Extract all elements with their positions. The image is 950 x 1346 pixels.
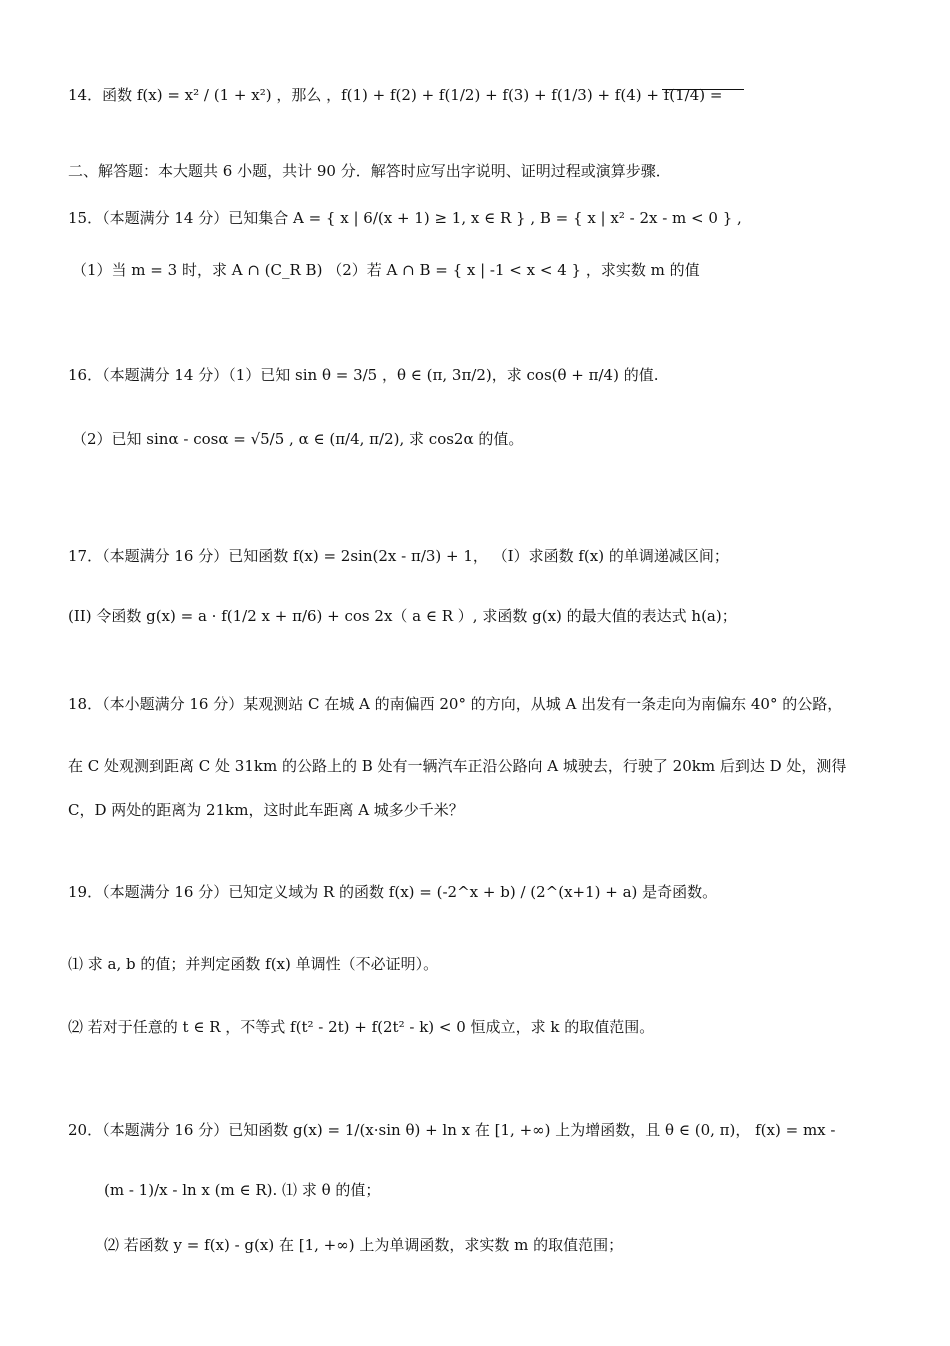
question-20-line-1: 20．（本题满分 16 分）已知函数 g(x) = 1/(x·sin θ) + ln x 在 [1, +∞) 上为增函数，且 θ ∈ (0, π)， f(x) = mx - <box>68 1121 836 1139</box>
answer-blank <box>662 89 744 90</box>
question-16-line-2: （2）已知 sinα - cosα = √5/5 , α ∈ (π/4, π/2), 求 cos2α 的值。 <box>72 430 524 448</box>
question-19-line-2: ⑴ 求 a, b 的值；并判定函数 f(x) 单调性（不必证明）。 <box>68 955 439 973</box>
question-15-line-2: （1）当 m = 3 时，求 A ∩ (C_R B) （2）若 A ∩ B = { x | -1 < x < 4 } ，求实数 m 的值 <box>72 261 700 279</box>
question-19-line-3: ⑵ 若对于任意的 t ∈ R ，不等式 f(t² - 2t) + f(2t² - k) < 0 恒成立，求 k 的取值范围。 <box>68 1018 655 1036</box>
section-2-header: 二、解答题：本大题共 6 小题，共计 90 分．解答时应写出字说明、证明过程或演算步骤． <box>68 162 671 180</box>
question-16-line-1: 16．（本题满分 14 分）（1）已知 sin θ = 3/5 ，θ ∈ (π, 3π/2)，求 cos(θ + π/4) 的值. <box>68 366 659 384</box>
question-20-line-2: (m - 1)/x - ln x (m ∈ R). ⑴ 求 θ 的值； <box>104 1181 381 1199</box>
question-17-line-2: (II) 令函数 g(x) = a · f(1/2 x + π/6) + cos 2x（ a ∈ R ）, 求函数 g(x) 的最大值的表达式 h(a)； <box>68 607 737 625</box>
question-19-line-1: 19．（本题满分 16 分）已知定义域为 R 的函数 f(x) = (-2^x + b) / (2^(x+1) + a) 是奇函数。 <box>68 883 718 901</box>
question-14: 14．函数 f(x) = x² / (1 + x²) ，那么 ，f(1) + f(2) + f(1/2) + f(3) + f(1/3) + f(4) + f(1/4) = <box>68 86 723 104</box>
question-18-line-1: 18．（本小题满分 16 分）某观测站 C 在城 A 的南偏西 20° 的方向，从城 A 出发有一条走向为南偏东 40° 的公路， <box>68 695 843 713</box>
question-15-line-1: 15．（本题满分 14 分）已知集合 A = { x | 6/(x + 1) ≥ 1, x ∈ R } , B = { x | x² - 2x - m < 0 } , <box>68 209 742 227</box>
question-18-line-3: C，D 两处的距离为 21km，这时此车距离 A 城多少千米？ <box>68 801 464 819</box>
question-17-line-1: 17．（本题满分 16 分）已知函数 f(x) = 2sin(2x - π/3) + 1， （I）求函数 f(x) 的单调递减区间； <box>68 547 729 565</box>
question-18-line-2: 在 C 处观测到距离 C 处 31km 的公路上的 B 处有一辆汽车正沿公路向 A 城驶去，行驶了 20km 后到达 D 处，测得 <box>68 757 847 775</box>
question-20-line-3: ⑵ 若函数 y = f(x) - g(x) 在 [1, +∞) 上为单调函数，求实数 m 的取值范围； <box>104 1236 624 1254</box>
